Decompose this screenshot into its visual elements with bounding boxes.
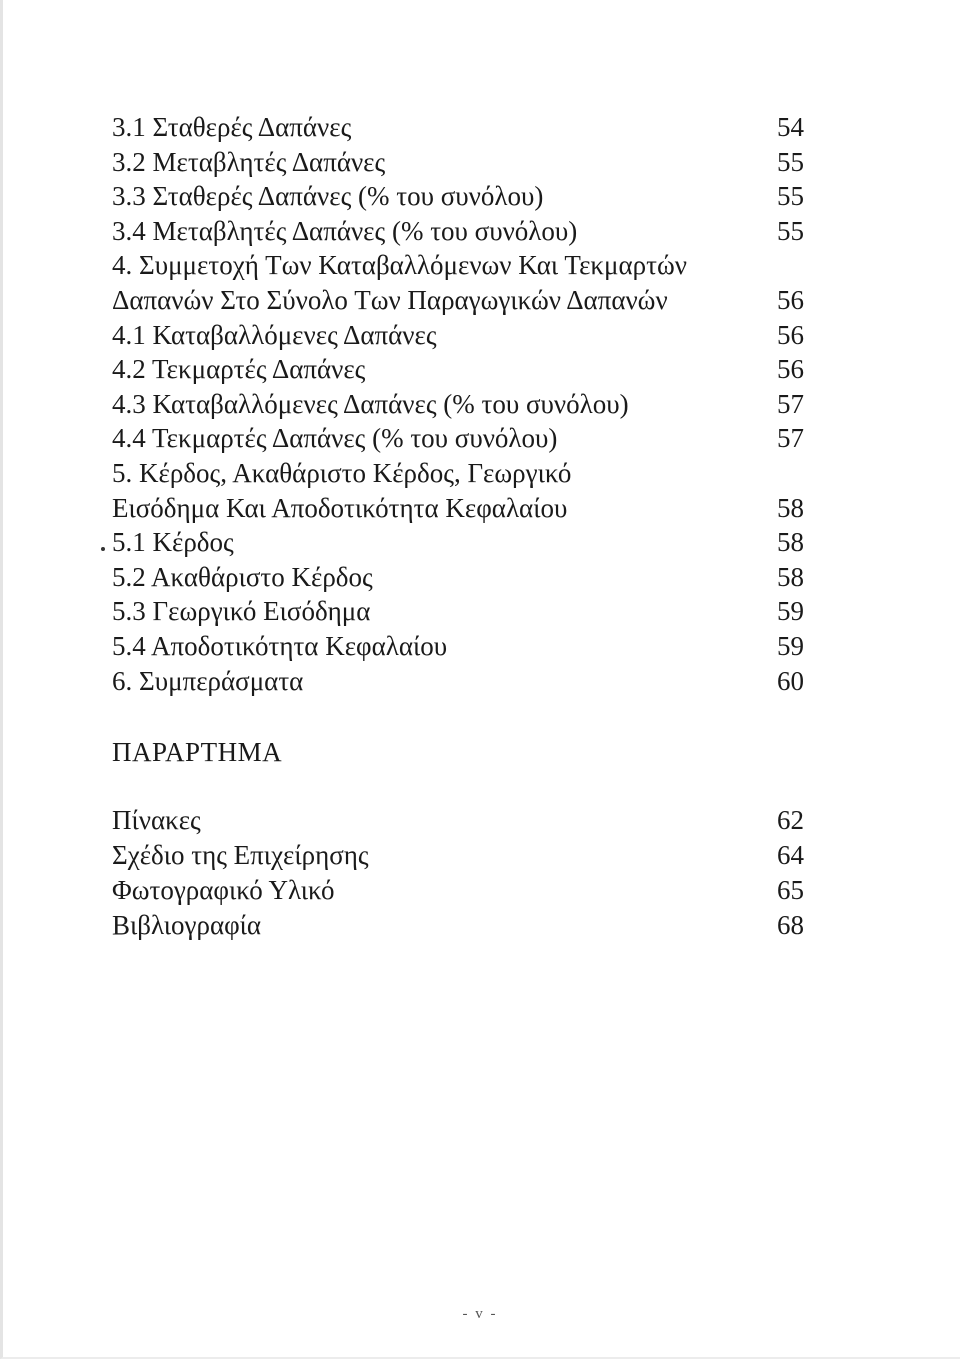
toc-entry-page: 54 (777, 112, 804, 142)
toc-entry-page: 56 (777, 284, 804, 315)
toc-entry-label: 5.2 Ακαθάριστο Κέρδος (112, 561, 373, 592)
toc-entry (112, 664, 804, 699)
toc-entry (112, 352, 804, 387)
toc-entry-label: 4. Συμμετοχή Των Καταβαλλόμενων Και Τεκμαρτών (112, 250, 687, 281)
toc-entry-label: 5.1 Κέρδος (112, 527, 234, 558)
toc-entry-page: 59 (777, 596, 804, 627)
toc-entry (112, 456, 804, 491)
toc-entry (112, 248, 804, 283)
page-number: - v - (462, 1306, 498, 1322)
toc-entry-page: 56 (777, 354, 804, 385)
appendix-entry-page: 64 (777, 840, 804, 870)
toc-entry (112, 145, 804, 180)
appendix-entry (112, 873, 804, 908)
appendix-entry-page: 65 (777, 875, 804, 905)
toc-entry (112, 179, 804, 214)
appendix-entry-page: 68 (777, 910, 804, 940)
toc-entry-label: 5. Κέρδος, Ακαθάριστο Κέρδος, Γεωργικό (112, 457, 572, 488)
toc-entry-page: 55 (777, 146, 804, 177)
toc-entry-label: 3.3 Σταθερές Δαπάνες (% του συνόλου) (112, 181, 544, 212)
toc-entry-label: 5.3 Γεωργικό Εισόδημα (112, 596, 371, 627)
toc-entry-label: 6. Συμπεράσματα (112, 665, 304, 696)
toc-entry-label: 3.1 Σταθερές Δαπάνες (112, 112, 352, 142)
appendix-heading: ΠΑΡΑΡΤΗΜΑ (112, 737, 283, 767)
toc-entry-label: 5.4 Αποδοτικότητα Κεφαλαίου (112, 630, 448, 661)
appendix-list (112, 803, 804, 943)
toc-entry-label: 3.2 Μεταβλητές Δαπάνες (112, 146, 386, 177)
appendix-entry (112, 838, 804, 873)
toc-entry-page: 60 (777, 665, 804, 696)
toc-entry-label: Δαπανών Στο Σύνολο Των Παραγωγικών Δαπανών (112, 284, 668, 315)
toc-entry-label: 3.4 Μεταβλητές Δαπάνες (% του συνόλου) (112, 215, 578, 246)
toc-entry (112, 110, 804, 145)
appendix-entry-label: Σχέδιο της Επιχείρησης (112, 840, 369, 870)
toc-entry-label: Εισόδημα Και Αποδοτικότητα Κεφαλαίου (112, 492, 568, 523)
toc-entry (112, 525, 804, 560)
toc-entry-label: 4.4 Τεκμαρτές Δαπάνες (% του συνόλου) (112, 423, 558, 454)
toc-entry (112, 387, 804, 422)
toc-entry-page: 56 (777, 319, 804, 350)
table-of-contents (112, 110, 804, 698)
toc-entry (112, 318, 804, 353)
toc-entry (112, 283, 804, 318)
appendix-entry-label: Πίνακες (112, 805, 201, 835)
toc-entry-page: 55 (777, 181, 804, 212)
toc-entry-page: 58 (777, 561, 804, 592)
toc-entry (112, 421, 804, 456)
toc-entry (112, 214, 804, 249)
appendix-entry (112, 908, 804, 943)
toc-entry (112, 594, 804, 629)
toc-entry-page: 57 (777, 423, 804, 454)
appendix-entry-page: 62 (777, 805, 804, 835)
scan-speck (101, 547, 105, 551)
toc-entry-page: 55 (777, 215, 804, 246)
toc-entry-page: 57 (777, 388, 804, 419)
appendix-entry (112, 803, 804, 838)
toc-entry (112, 629, 804, 664)
toc-entry-page: 58 (777, 492, 804, 523)
appendix-entry-label: Φωτογραφικό Υλικό (112, 875, 335, 905)
toc-entry-page: 59 (777, 630, 804, 661)
toc-entry (112, 560, 804, 595)
appendix-entry-label: Βιβλιογραφία (112, 910, 262, 940)
toc-entry-label: 4.3 Καταβαλλόμενες Δαπάνες (% του συνόλου) (112, 388, 629, 419)
toc-entry-label: 4.1 Καταβαλλόμενες Δαπάνες (112, 319, 437, 350)
toc-entry-label: 4.2 Τεκμαρτές Δαπάνες (112, 354, 366, 385)
toc-entry (112, 491, 804, 526)
toc-entry-page: 58 (777, 527, 804, 558)
